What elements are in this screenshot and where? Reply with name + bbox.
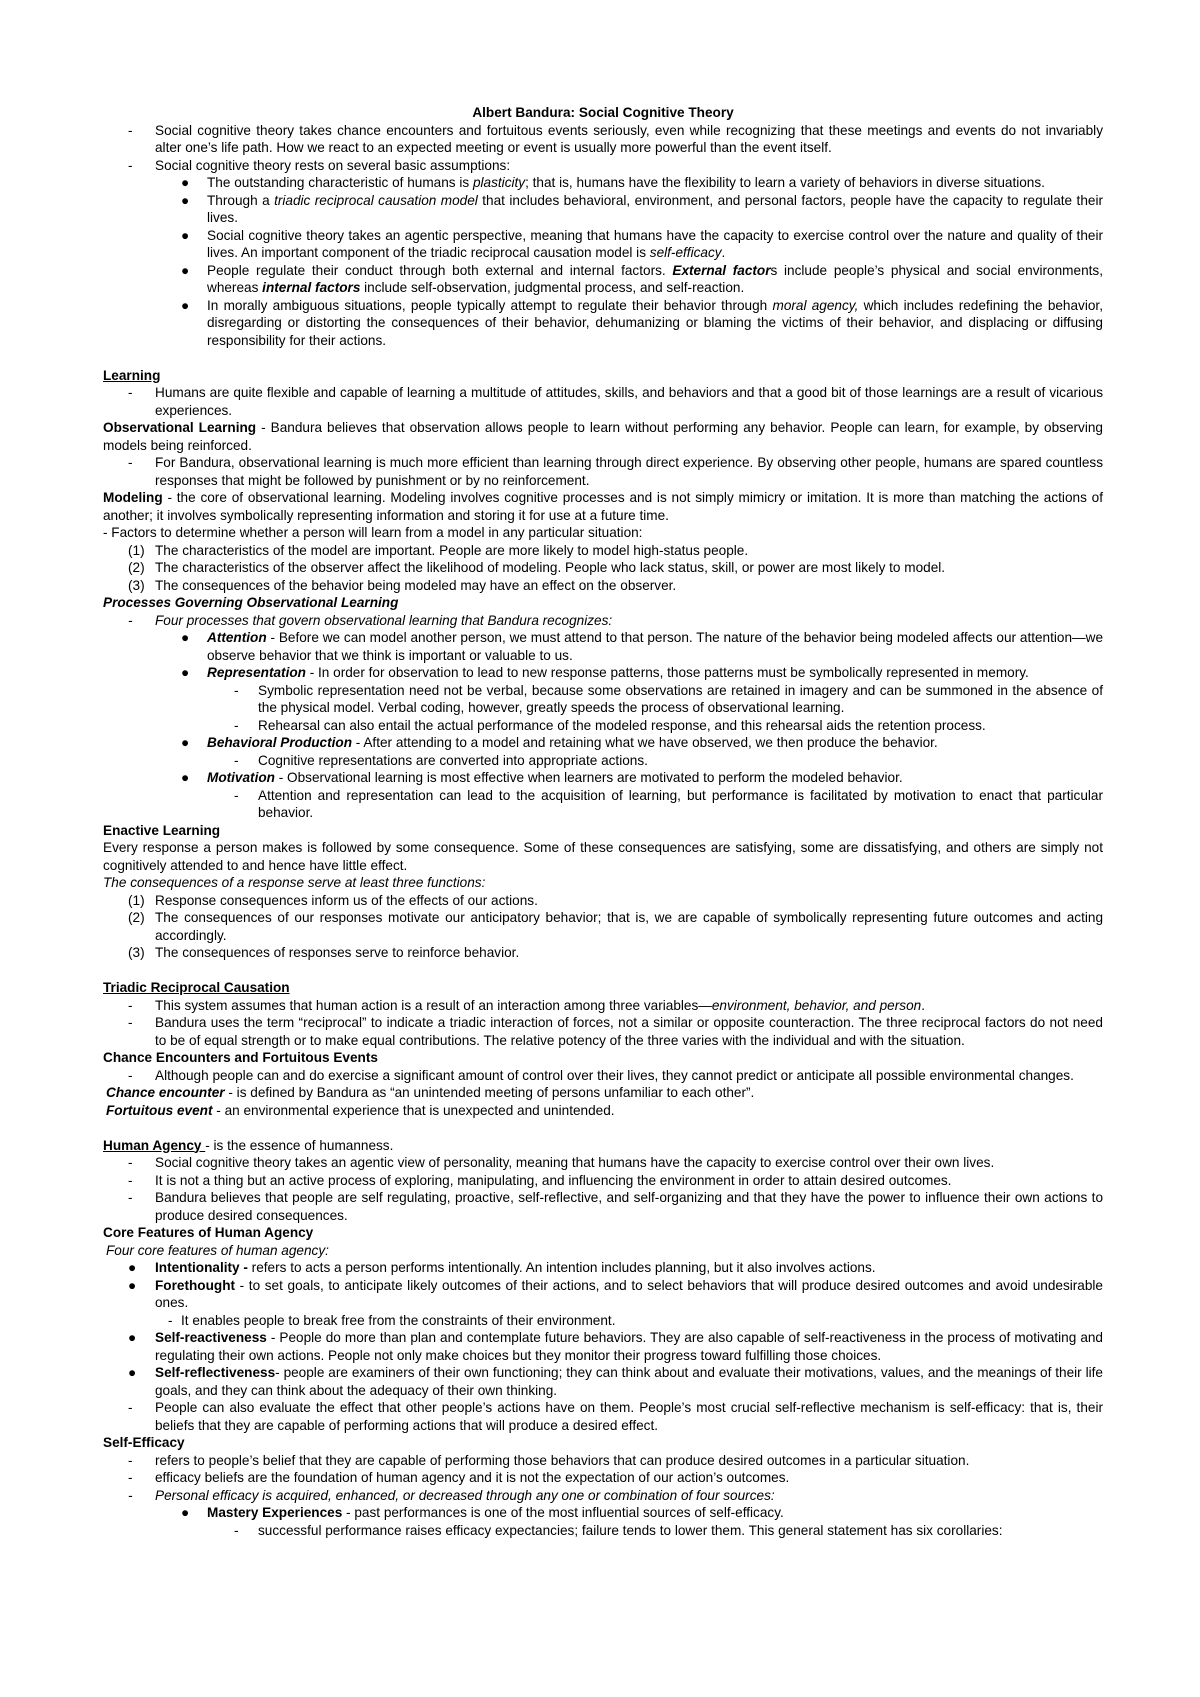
list-item: - refers to people’s belief that they are capable of performing those behaviors that can produce desired outcomes in a particular situation.	[128, 1452, 970, 1468]
section-heading: Human Agency	[103, 1137, 206, 1153]
paragraph: Fortuitous event - an environmental experience that is unexpected and unintended.	[106, 1102, 615, 1118]
list-item: (2) The consequences of our responses motivate our anticipatory behavior; that is, we are capable of symbolically representing future outcomes and acting accordingly.	[128, 910, 1103, 943]
list-item: ● Attention - Before we can model another person, we must attend to that person. The nature of the behavior being modeled affects our attention—we observe behavior that we think is important or valuable to us.	[181, 630, 1103, 663]
paragraph: Every response a person makes is followed by some consequence. Some of these consequences are satisfying, some are dissatisfying, and others are simply not cognitively attended to and hence have little effect.	[103, 840, 1103, 873]
list-item: ● People regulate their conduct through both external and internal factors. External factors include people’s physical and social environments, whereas internal factors include self-observation, judgmental process, and self-reaction.	[181, 262, 1103, 295]
subheading: Self-Efficacy	[103, 1435, 185, 1450]
list-item: (3) The consequences of the behavior being modeled may have an effect on the observer.	[128, 577, 677, 593]
list-item: ● Intentionality - refers to acts a person performs intentionally. An intention includes planning, but it also involves actions.	[128, 1260, 876, 1275]
list-item: (1) Response consequences inform us of the effects of our actions.	[128, 892, 538, 908]
list-item: ● The outstanding characteristic of humans is plasticity; that is, humans have the flexibility to learn a variety of behaviors in diverse situations.	[181, 175, 1045, 190]
list-item: - Four processes that govern observational learning that Bandura recognizes:	[128, 612, 613, 628]
subheading: Core Features of Human Agency	[103, 1225, 314, 1240]
paragraph: The consequences of a response serve at least three functions:	[103, 875, 486, 890]
list-item: - efficacy beliefs are the foundation of human agency and it is not the expectation of our action’s outcomes.	[128, 1470, 790, 1485]
list-item: - successful performance raises efficacy expectancies; failure tends to lower them. This general statement has six corollaries:	[234, 1522, 1003, 1538]
list-item: - Social cognitive theory rests on several basic assumptions:	[128, 157, 511, 173]
list-item: - This system assumes that human action is a result of an interaction among three variables—environment, behavior, and person.	[128, 997, 925, 1013]
list-item: ● Forethought - to set goals, to anticipate likely outcomes of their actions, and to select behaviors that will produce desired outcomes and avoid undesirable ones.	[128, 1277, 1103, 1310]
paragraph: Four core features of human agency:	[106, 1242, 329, 1258]
list-item: - Cognitive representations are converted into appropriate actions.	[234, 752, 648, 768]
paragraph: Observational Learning - Bandura believes that observation allows people to learn without performing any behavior. People can learn, for example, by observing models being reinforced.	[103, 420, 1103, 453]
list-item: - Social cognitive theory takes an agentic view of personality, meaning that humans have the capacity to exercise control over their own lives.	[128, 1155, 995, 1170]
subheading: Enactive Learning	[103, 822, 221, 838]
subheading: Processes Governing Observational Learning	[103, 595, 399, 610]
list-item: - Bandura believes that people are self regulating, proactive, self-reflective, and self-organizing and that they have the power to influence their own actions to produce desired consequences.	[128, 1190, 1103, 1223]
document-title: Albert Bandura: Social Cognitive Theory	[472, 105, 734, 120]
list-item: - Social cognitive theory takes chance encounters and fortuitous events seriously, even while recognizing that these meetings and events do not invariably alter one’s life path. How we react to an expected meeting or event is usually more powerful than the event itself.	[128, 122, 1103, 155]
paragraph: Chance encounter - is defined by Bandura as “an unintended meeting of persons unfamiliar to each other”.	[106, 1085, 755, 1100]
list-item: - Bandura uses the term “reciprocal” to indicate a triadic interaction of forces, not a similar or opposite counteraction. The three reciprocal factors do not need to be of equal strength or to make equal contributions. The relative potency of the three varies with the individual and with the situation.	[128, 1015, 1103, 1048]
list-item: ● Representation - In order for observation to lead to new response patterns, those patterns must be symbolically represented in memory.	[181, 665, 1029, 680]
document-page	[103, 104, 1103, 1539]
list-item: - Personal efficacy is acquired, enhanced, or decreased through any one or combination of four sources:	[128, 1487, 775, 1503]
list-item: - It is not a thing but an active process of exploring, manipulating, and influencing the environment in order to attain desired outcomes.	[128, 1172, 952, 1188]
section-heading: Learning	[103, 367, 161, 383]
list-item: - Rehearsal can also entail the actual performance of the modeled response, and this rehearsal aids the retention process.	[234, 717, 986, 733]
list-item: ● Self-reflectiveness- people are examiners of their own functioning; they can think about and evaluate their motivations, values, and the meanings of their life goals, and they can think about the adequacy of their own thinking.	[128, 1365, 1103, 1398]
list-item: - People can also evaluate the effect that other people’s actions have on them. People’s most crucial self-reflective mechanism is self-efficacy: that is, their beliefs that they are capable of performing actions that will produce a desired effect.	[128, 1400, 1103, 1433]
list-item: - For Bandura, observational learning is much more efficient than learning through direct experience. By observing other people, humans are spared countless responses that might be followed by punishment or by no reinforcement.	[128, 455, 1103, 488]
list-item: ● Social cognitive theory takes an agentic perspective, meaning that humans have the capacity to exercise control over the nature and quality of their lives. An important component of the triadic reciprocal causation model is self-efficacy.	[181, 227, 1103, 260]
list-item: (3) The consequences of responses serve to reinforce behavior.	[128, 945, 520, 960]
list-item: - Although people can and do exercise a significant amount of control over their lives, they cannot predict or anticipate all possible environmental changes.	[128, 1067, 1074, 1083]
list-item: ● Behavioral Production - After attending to a model and retaining what we have observed, we then produce the behavior.	[181, 735, 938, 750]
list-item: (1) The characteristics of the model are important. People are more likely to model high-status people.	[128, 542, 749, 558]
list-item: ● In morally ambiguous situations, people typically attempt to regulate their behavior through moral agency, which includes redefining the behavior, disregarding or distorting the consequences of their behavior, dehumanizing or blaming the victims of their behavior, and displacing or diffusing responsibility for their actions.	[181, 297, 1103, 348]
list-item: ● Motivation - Observational learning is most effective when learners are motivated to perform the modeled behavior.	[181, 770, 903, 785]
paragraph: - Factors to determine whether a person will learn from a model in any particular situation:	[103, 525, 643, 540]
list-item: ● Mastery Experiences - past performances is one of the most influential sources of self-efficacy.	[181, 1505, 784, 1520]
paragraph: Human Agency - is the essence of humanness.	[103, 1137, 394, 1153]
list-item: ● Through a triadic reciprocal causation model that includes behavioral, environment, and personal factors, people have the capacity to regulate their lives.	[181, 192, 1103, 225]
subheading: Chance Encounters and Fortuitous Events	[103, 1050, 378, 1065]
list-item: (2) The characteristics of the observer affect the likelihood of modeling. People who lack status, skill, or power are most likely to model.	[128, 560, 946, 575]
list-item: - Attention and representation can lead to the acquisition of learning, but performance is facilitated by motivation to enact that particular behavior.	[234, 787, 1103, 820]
list-item: ● Self-reactiveness - People do more than plan and contemplate future behaviors. They are also capable of self-reactiveness in the process of motivating and regulating their own actions. People not only make choices but they monitor their progress toward fulfilling those choices.	[128, 1330, 1103, 1363]
list-item: - Humans are quite flexible and capable of learning a multitude of attitudes, skills, and behaviors and that a good bit of those learnings are a result of vicarious experiences.	[128, 385, 1103, 418]
paragraph: Modeling - the core of observational learning. Modeling involves cognitive processes and is not simply mimicry or imitation. It is more than matching the actions of another; it involves symbolically representing information and storing it for use at a future time.	[103, 490, 1103, 523]
list-item: - Symbolic representation need not be verbal, because some observations are retained in imagery and can be summoned in the absence of the physical model. Verbal coding, however, greatly speeds the process of observational learning.	[234, 682, 1103, 715]
list-item: - It enables people to break free from the constraints of their environment.	[168, 1312, 616, 1328]
section-heading: Triadic Reciprocal Causation	[103, 980, 290, 995]
